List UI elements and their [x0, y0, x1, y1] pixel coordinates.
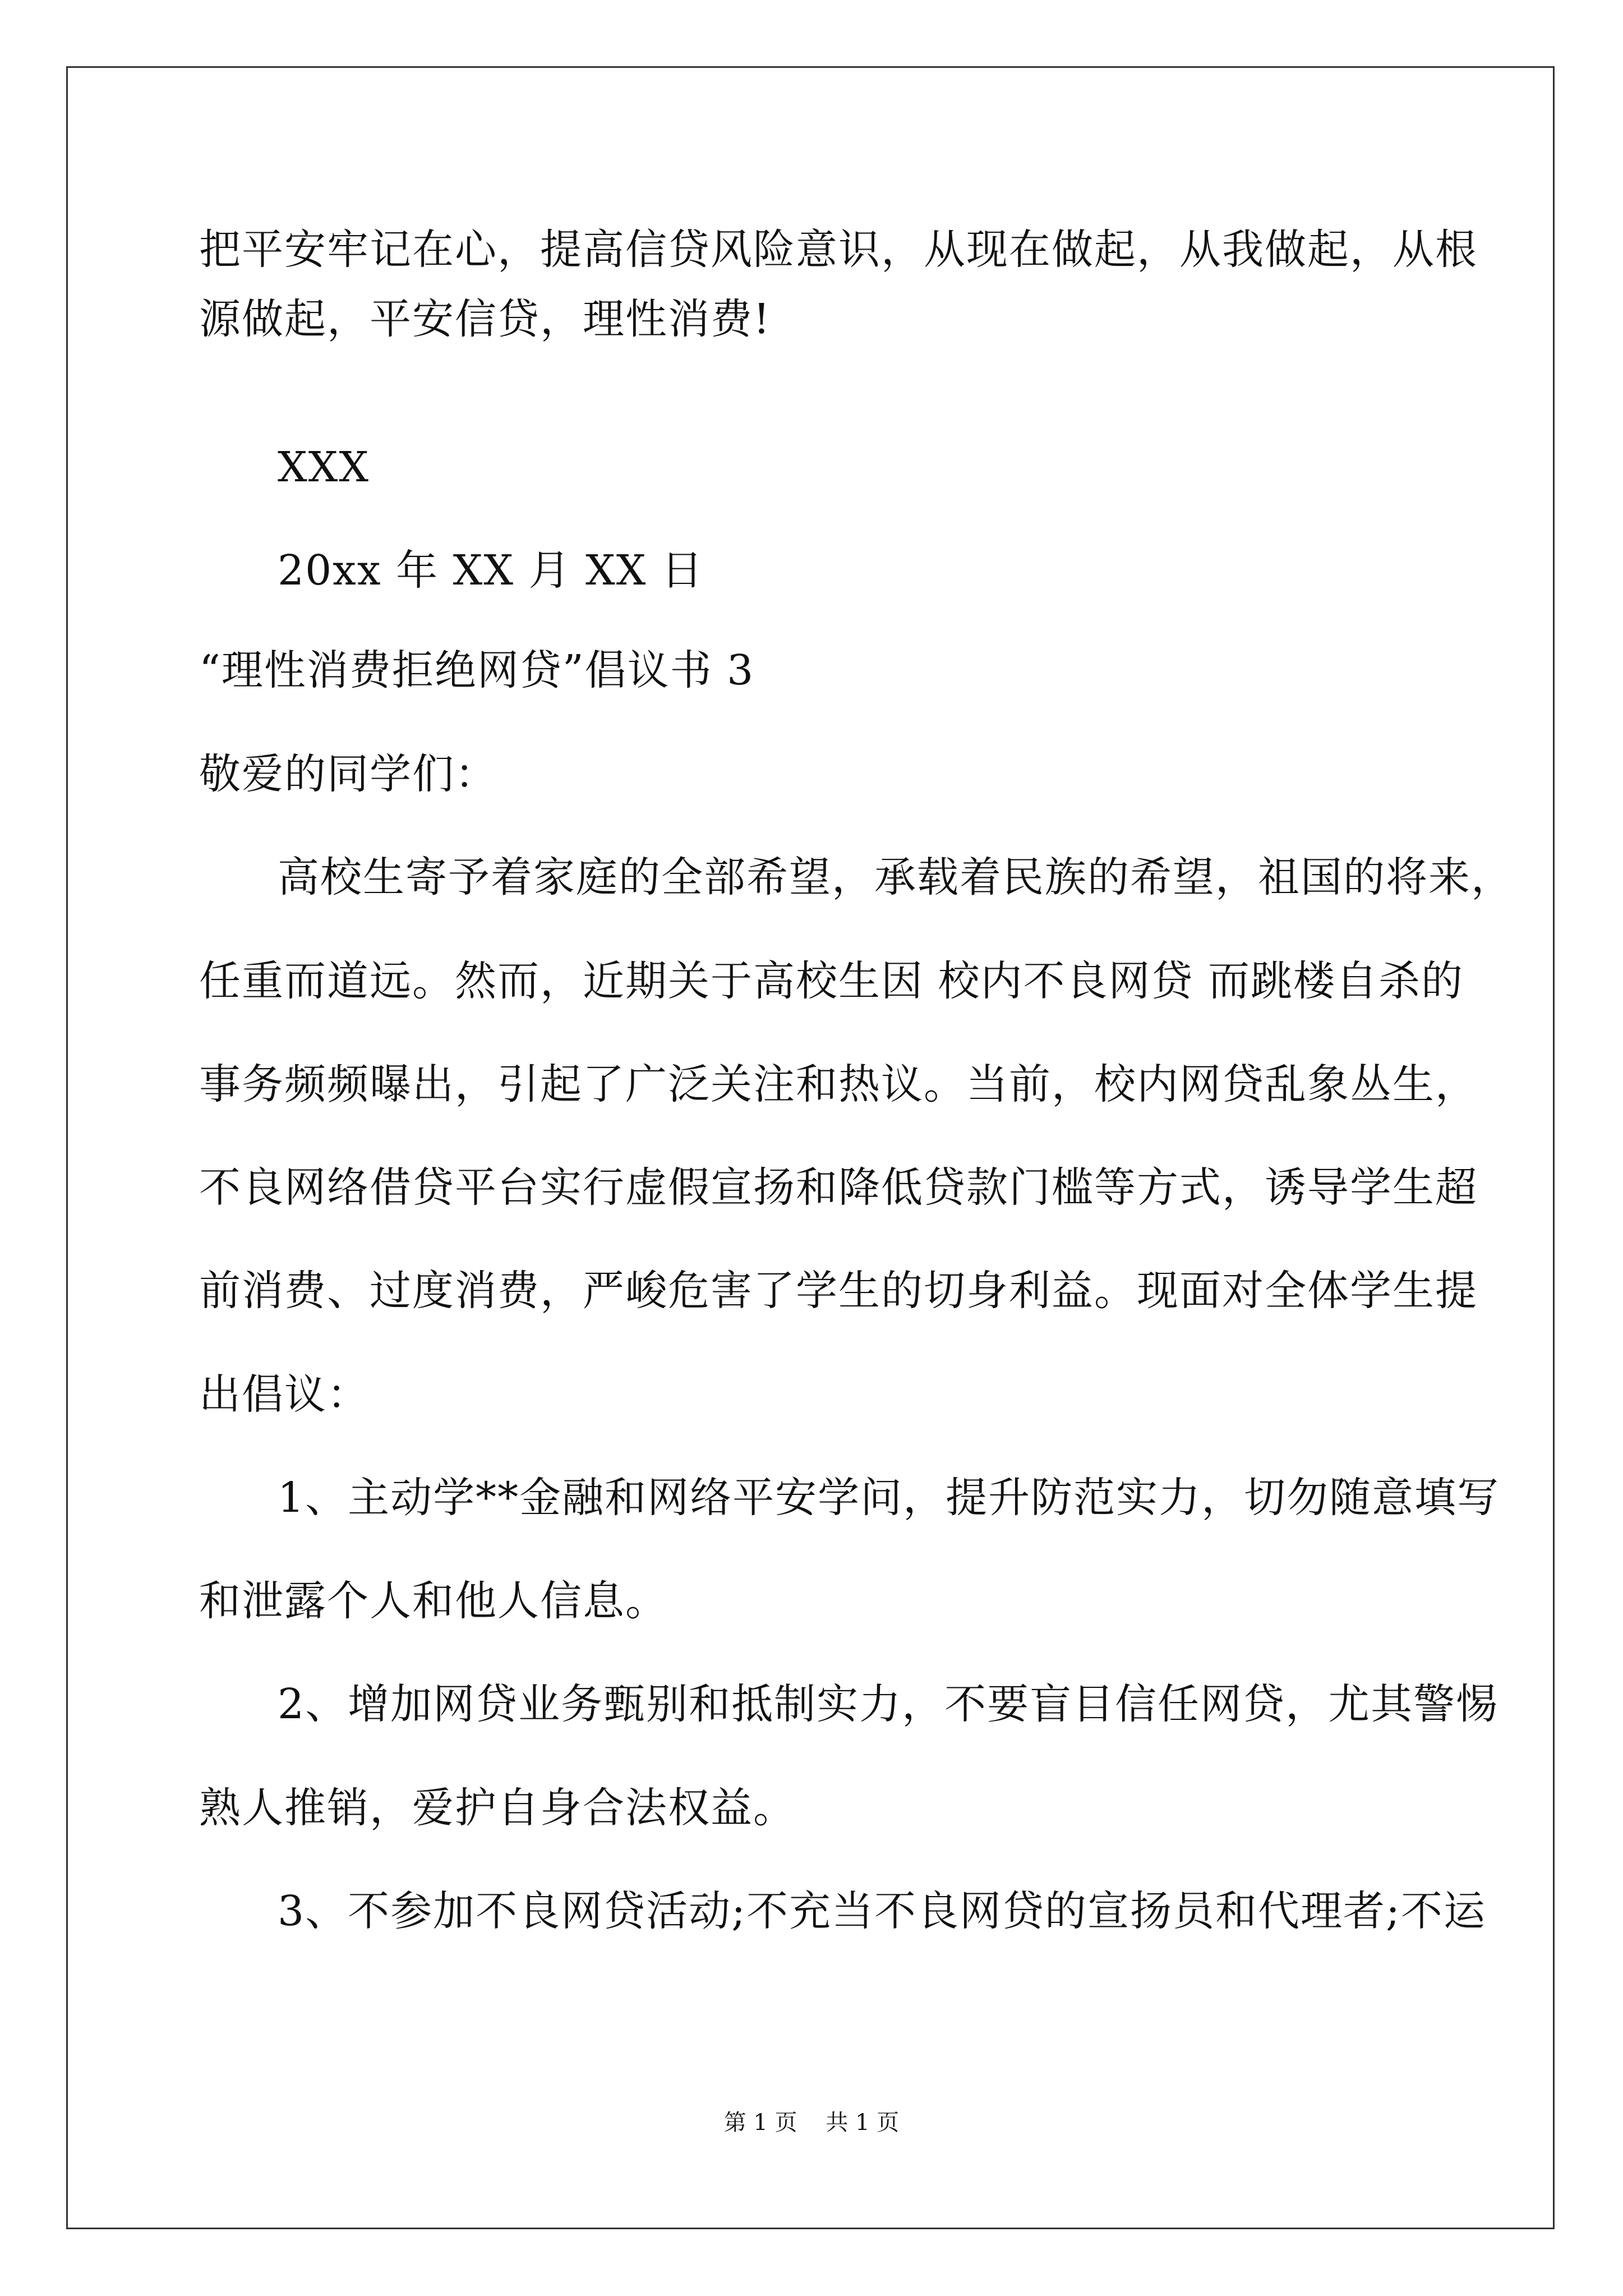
body-text-line: 不良网络借贷平台实行虚假宣扬和降低贷款门槛等方式，诱导学生超	[199, 1163, 1478, 1212]
list-item-3: 3、不参加不良网贷活动;不充当不良网贷的宣扬员和代理者;不运	[278, 1887, 1486, 1935]
section-title: “理性消费拒绝网贷”倡议书 3	[199, 646, 755, 694]
body-text-line: 前消费、过度消费，严峻危害了学生的切身利益。现面对全体学生提	[199, 1267, 1478, 1315]
body-text-line: 任重而道远。然而，近期关于高校生因 校内不良网贷 而跳楼自杀的	[199, 957, 1464, 1005]
body-text-line: 把平安牢记在心，提高信贷风险意识，从现在做起，从我做起，从根	[199, 226, 1478, 274]
list-item-2: 2、增加网贷业务甄别和抵制实力，不要盲目信任网贷，尤其警惕	[278, 1680, 1499, 1728]
signature-name: XXX	[278, 443, 370, 491]
body-text-line: 高校生寄予着家庭的全部希望，承载着民族的希望，祖国的将来，	[278, 853, 1514, 901]
body-text-line: 源做起，平安信贷，理性消费!	[199, 295, 771, 343]
list-item-1: 1、主动学**金融和网络平安学问，提升防范实力，切勿随意填写	[278, 1474, 1500, 1522]
salutation: 敬爱的同学们：	[199, 750, 497, 798]
body-text-line: 事务频频曝出，引起了广泛关注和热议。当前，校内网贷乱象丛生，	[199, 1060, 1478, 1108]
body-text-line: 出倡议：	[199, 1370, 370, 1419]
list-item-2-cont: 熟人推销，爱护自身合法权益。	[199, 1784, 796, 1832]
page-footer: 第 1 页 共 1 页	[723, 2110, 900, 2136]
list-item-1-cont: 和泄露个人和他人信息。	[199, 1577, 668, 1625]
signature-date: 20xx 年 XX 月 XX 日	[278, 546, 704, 595]
